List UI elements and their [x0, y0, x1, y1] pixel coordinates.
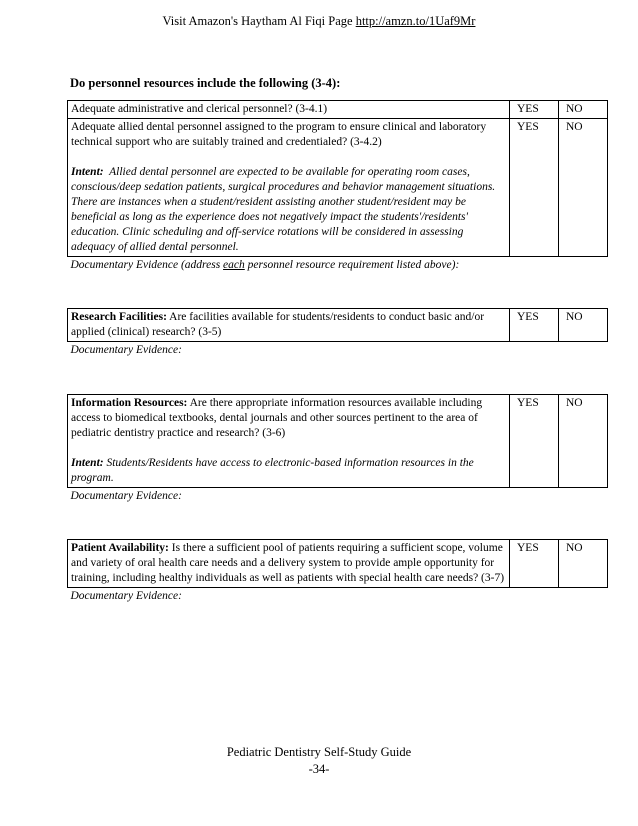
intent-block	[71, 457, 474, 484]
yes-option[interactable]: YES	[510, 119, 559, 257]
documentary-evidence-field[interactable]: Documentary Evidence:	[68, 488, 608, 537]
table-row	[68, 540, 608, 588]
header-text: Visit Amazon's Haytham Al Fiqi Page	[162, 14, 353, 28]
research-text: Are facilities available for students/residents to conduct basic and/or applied (clinical) research? (3-5)	[71, 311, 485, 338]
personnel-table	[67, 100, 608, 305]
no-option[interactable]: NO	[559, 540, 608, 588]
information-cell	[68, 395, 510, 488]
no-option[interactable]: NO	[559, 309, 608, 342]
patient-text: Is there a sufficient pool of patients requiring a sufficient scope, volume and variety of oral health care needs and a delivery system to provide ample opportunity for training, including healthy individuals as well as patients with special health care needs? (3-7)	[71, 542, 505, 584]
research-label: Research Facilities:	[71, 311, 167, 323]
documentary-evidence-field[interactable]: Documentary Evidence:	[68, 588, 608, 637]
page-number: -34-	[308, 762, 330, 776]
intent-text: Allied dental personnel are expected to be available for operating room cases, conscious/deep sedation patients, surgical procedures and behavior management situations. There are instances when a student/resident assisting another student/resident may be beneficial as long as the experience does not negatively impact the students'/residents' education. Clinic scheduling and off-service rotations will be considered in assessing adequacy of allied dental personnel.	[71, 166, 496, 253]
admin-personnel-cell: Adequate administrative and clerical personnel? (3-4.1)	[68, 101, 510, 119]
evidence-row	[68, 257, 608, 306]
patient-table	[67, 539, 608, 636]
no-option[interactable]: NO	[559, 119, 608, 257]
research-table	[67, 308, 608, 390]
intent-block	[71, 166, 495, 253]
yes-option[interactable]: YES	[510, 309, 559, 342]
evidence-label: Documentary Evidence (address	[70, 259, 224, 271]
intent-label: Intent:	[71, 457, 104, 469]
allied-personnel-cell	[68, 119, 510, 257]
evidence-row	[68, 488, 608, 537]
footer-title: Pediatric Dentistry Self-Study Guide	[226, 745, 412, 759]
amazon-link[interactable]: http://amzn.to/1Uaf9Mr	[355, 14, 476, 28]
yes-option[interactable]: YES	[510, 395, 559, 488]
page-header	[0, 14, 638, 29]
intent-text: Students/Residents have access to electronic-based information resources in the program.	[71, 457, 474, 484]
yes-option[interactable]: YES	[510, 101, 559, 119]
table-row	[68, 309, 608, 342]
no-option[interactable]: NO	[559, 395, 608, 488]
documentary-evidence-field[interactable]: Documentary Evidence:	[68, 342, 608, 391]
no-option[interactable]: NO	[559, 101, 608, 119]
allied-personnel-text: Adequate allied dental personnel assigned to the program to ensure clinical and laboratory technical support who are suitably trained and credentialed? (3-4.2)	[71, 121, 487, 148]
table-row	[68, 101, 608, 119]
table-row	[68, 119, 608, 257]
intent-label: Intent:	[71, 166, 104, 178]
personnel-question: Do personnel resources include the following (3-4):	[70, 76, 341, 90]
evidence-row	[68, 588, 608, 637]
patient-label: Patient Availability:	[71, 542, 169, 554]
evidence-each: each	[223, 259, 245, 271]
yes-option[interactable]: YES	[510, 540, 559, 588]
information-label: Information Resources:	[71, 397, 188, 409]
table-row	[68, 395, 608, 488]
information-text: Are there appropriate information resources available including access to biomedical textbooks, dental journals and other sources pertinent to the area of pediatric dentistry practice and research? (3-6)	[71, 397, 483, 439]
evidence-label-end: personnel resource requirement listed above):	[244, 259, 460, 271]
evidence-row	[68, 342, 608, 391]
research-cell	[68, 309, 510, 342]
information-table	[67, 394, 608, 536]
patient-cell	[68, 540, 510, 588]
documentary-evidence-field[interactable]	[68, 257, 608, 306]
